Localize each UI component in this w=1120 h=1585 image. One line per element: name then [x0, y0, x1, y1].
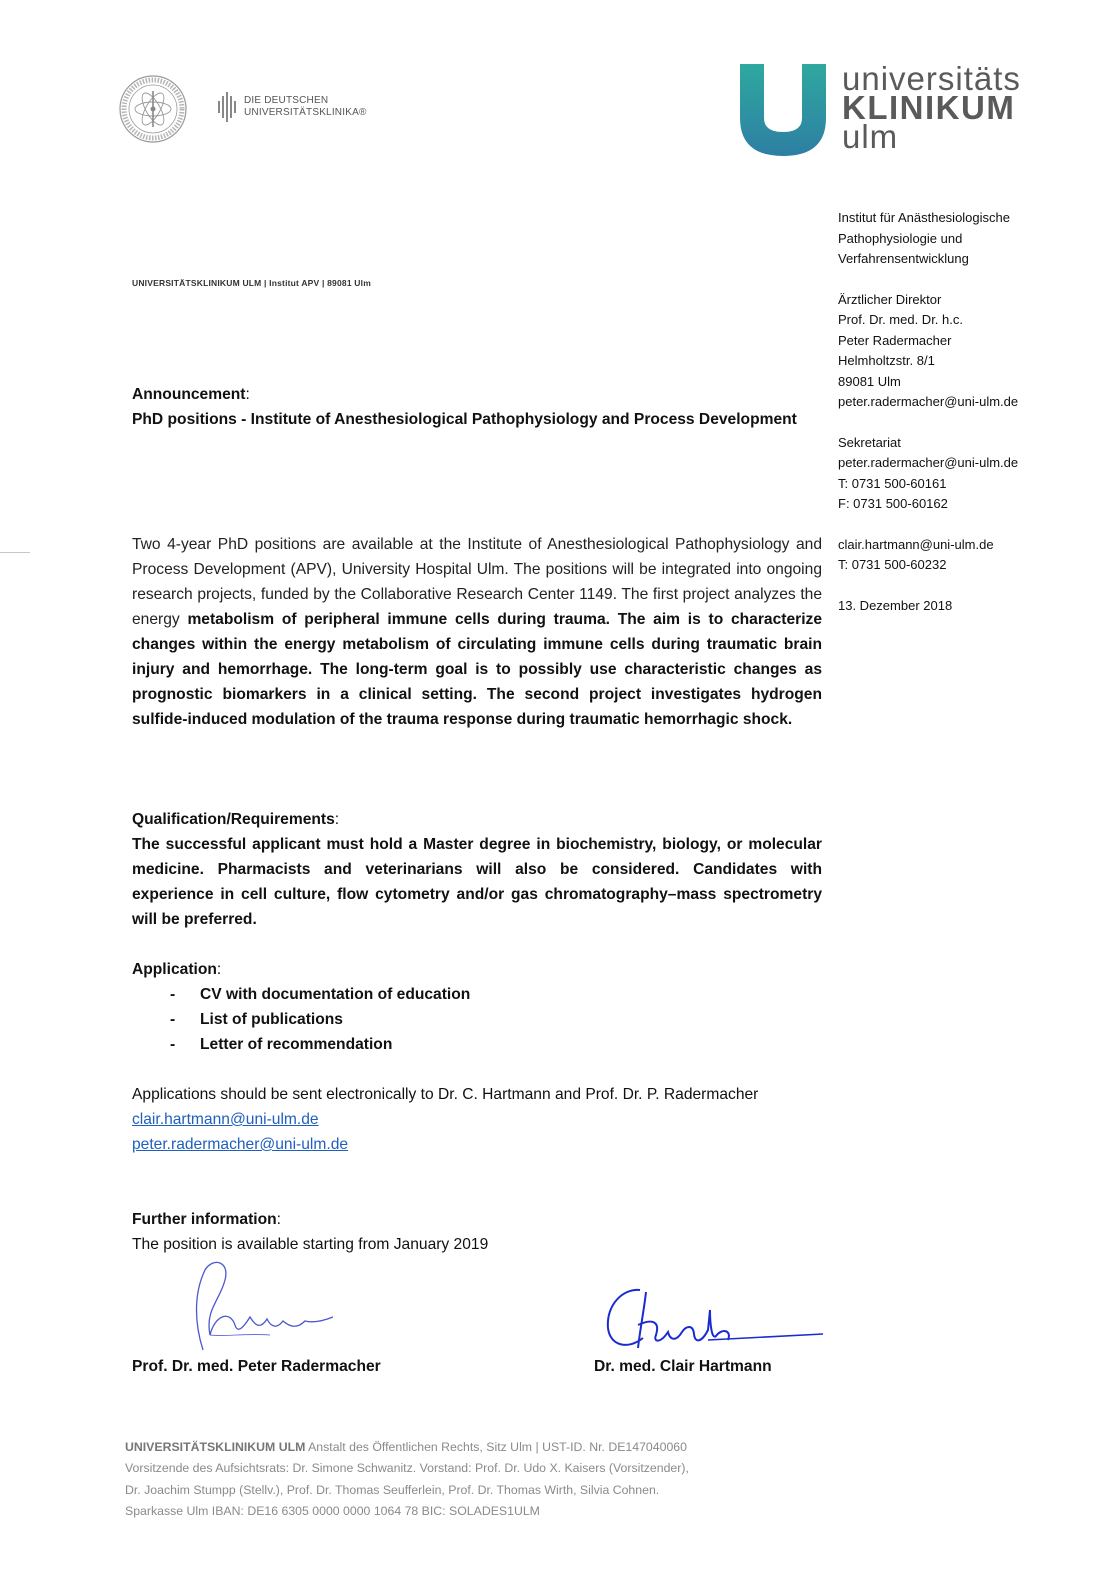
contact-section — [132, 1082, 822, 1157]
bars-icon — [218, 92, 236, 122]
footer-line-1: Anstalt des Öffentlichen Rechts, Sitz Ulm | UST-ID. Nr. DE147040060 — [305, 1440, 687, 1454]
announcement-title: PhD positions - Institute of Anesthesiological Pathophysiology and Process Development — [132, 411, 797, 428]
list-item: - CV with documentation of education — [132, 982, 822, 1007]
announcement-block: Announcement: PhD positions - Institute of Anesthesiological Pathophysiology and Process Development — [132, 382, 822, 432]
list-item: - List of publications — [132, 1007, 822, 1032]
deutsche-universitaetsklinika-logo — [218, 92, 367, 122]
signature-hartmann — [598, 1280, 828, 1360]
signer-hartmann: Dr. med. Clair Hartmann — [594, 1358, 772, 1375]
dk-logo-line1: DIE DEUTSCHEN — [244, 95, 329, 106]
email-link-radermacher[interactable]: peter.radermacher@uni-ulm.de — [132, 1136, 349, 1153]
contact-phone: T: 0731 500-60232 — [838, 557, 947, 572]
further-info-section: Further information: The position is available starting from January 2019 — [132, 1207, 822, 1257]
further-text: The position is available starting from January 2019 — [132, 1236, 489, 1253]
qualification-text: The successful applicant must hold a Master degree in biochemistry, biology, or molecular medicine. Pharmacists and veterinarians will also be considered. Candidates with experience in cell culture, flow cytometry and/or gas chromatography–mass spectrometry will be preferred. — [132, 836, 822, 928]
uk-logo-line2: KLINIKUM — [842, 89, 1016, 126]
letter-date: 13. Dezember 2018 — [838, 597, 953, 613]
qualification-section: Qualification/Requirements: The successful applicant must hold a Master degree in biochemistry, biology, or molecular medicine. Pharmacists and veterinarians will also be considered. Candidates with experience in cell culture, flow cytometry and/or gas chromatography–mass spectrometry will be preferred. — [132, 807, 822, 932]
footer-line-2: Vorsitzende des Aufsichtsrats: Dr. Simone Schwanitz. Vorstand: Prof. Dr. Udo X. Kaisers (Vorsitzender), — [125, 1461, 689, 1476]
dk-logo-line2: UNIVERSITÄTSKLINIKA® — [244, 107, 367, 118]
letter-footer — [125, 1437, 825, 1522]
director-email: peter.radermacher@uni-ulm.de — [838, 394, 1019, 409]
application-list — [132, 982, 822, 1057]
university-seal-logo — [118, 74, 188, 144]
email-link-hartmann[interactable]: clair.hartmann@uni-ulm.de — [132, 1111, 319, 1128]
letterhead-sidebar — [838, 208, 1078, 616]
universitaetsklinikum-ulm-logo — [738, 62, 1021, 158]
send-text: Applications should be sent electronically to Dr. C. Hartmann and Prof. Dr. P. Radermacher — [132, 1086, 759, 1103]
contact-email: clair.hartmann@uni-ulm.de — [838, 536, 994, 552]
uk-logo-line3: ulm — [842, 118, 899, 155]
footer-company: UNIVERSITÄTSKLINIKUM ULM — [125, 1440, 306, 1454]
institute-line-1: Institut für Anästhesiologische — [838, 210, 1010, 225]
intro-text: Two 4-year PhD positions are available at the Institute of Anesthesiological Pathophysiology and Process Development (APV), University Hospital Ulm. The positions will be integrated into ongoing research projects, funded by the Collaborative Research Center 1149. The first project analyzes the energy — [132, 536, 822, 628]
director-line-2: Peter Radermacher — [838, 332, 952, 348]
u-mark-icon — [738, 62, 828, 158]
footer-line-4: Sparkasse Ulm IBAN: DE16 6305 0000 0000 1064 78 BIC: SOLADES1ULM — [125, 1503, 540, 1518]
fold-mark — [0, 552, 30, 553]
director-title: Ärztlicher Direktor — [838, 291, 942, 307]
list-item: - Letter of recommendation — [132, 1032, 822, 1057]
street: Helmholtzstr. 8/1 — [838, 353, 935, 368]
uk-logo-line1: universitäts — [842, 60, 1021, 97]
institute-line-3: Verfahrensentwicklung — [838, 251, 969, 266]
secretariat-title: Sekretariat — [838, 434, 901, 450]
body-paragraph — [132, 532, 822, 732]
signer-radermacher: Prof. Dr. med. Peter Radermacher — [132, 1358, 381, 1375]
announcement-label: Announcement — [132, 386, 246, 403]
application-heading: Application — [132, 961, 217, 978]
director-line-1: Prof. Dr. med. Dr. h.c. — [838, 312, 963, 327]
further-heading: Further information — [132, 1211, 277, 1228]
secretariat-phone: T: 0731 500-60161 — [838, 475, 947, 491]
application-section: Application: - CV with documentation of education - List of publications - Letter of recommendation — [132, 957, 822, 1057]
footer-line-3: Dr. Joachim Stumpp (Stellv.), Prof. Dr. Thomas Seufferlein, Prof. Dr. Thomas Wirth, Silvia Cohnen. — [125, 1482, 660, 1497]
intro-text-bold: metabolism of peripheral immune cells during trauma. The aim is to characterize changes within the energy metabolism of circulating immune cells during traumatic brain injury and hemorrhage. The long-term goal is to possibly use characteristic changes as prognostic biomarkers in a clinical setting. The second project investigates hydrogen sulfide-induced modulation of the trauma response during traumatic hemorrhagic shock. — [132, 611, 822, 728]
secretariat-email: peter.radermacher@uni-ulm.de — [838, 455, 1019, 470]
qualification-heading: Qualification/Requirements — [132, 811, 335, 828]
institute-line-2: Pathophysiologie und — [838, 230, 963, 246]
sender-line: UNIVERSITÄTSKLINIKUM ULM | Institut APV | 89081 Ulm — [132, 278, 371, 288]
secretariat-fax: F: 0731 500-60162 — [838, 496, 948, 511]
signature-radermacher — [175, 1255, 355, 1365]
city: 89081 Ulm — [838, 373, 901, 389]
